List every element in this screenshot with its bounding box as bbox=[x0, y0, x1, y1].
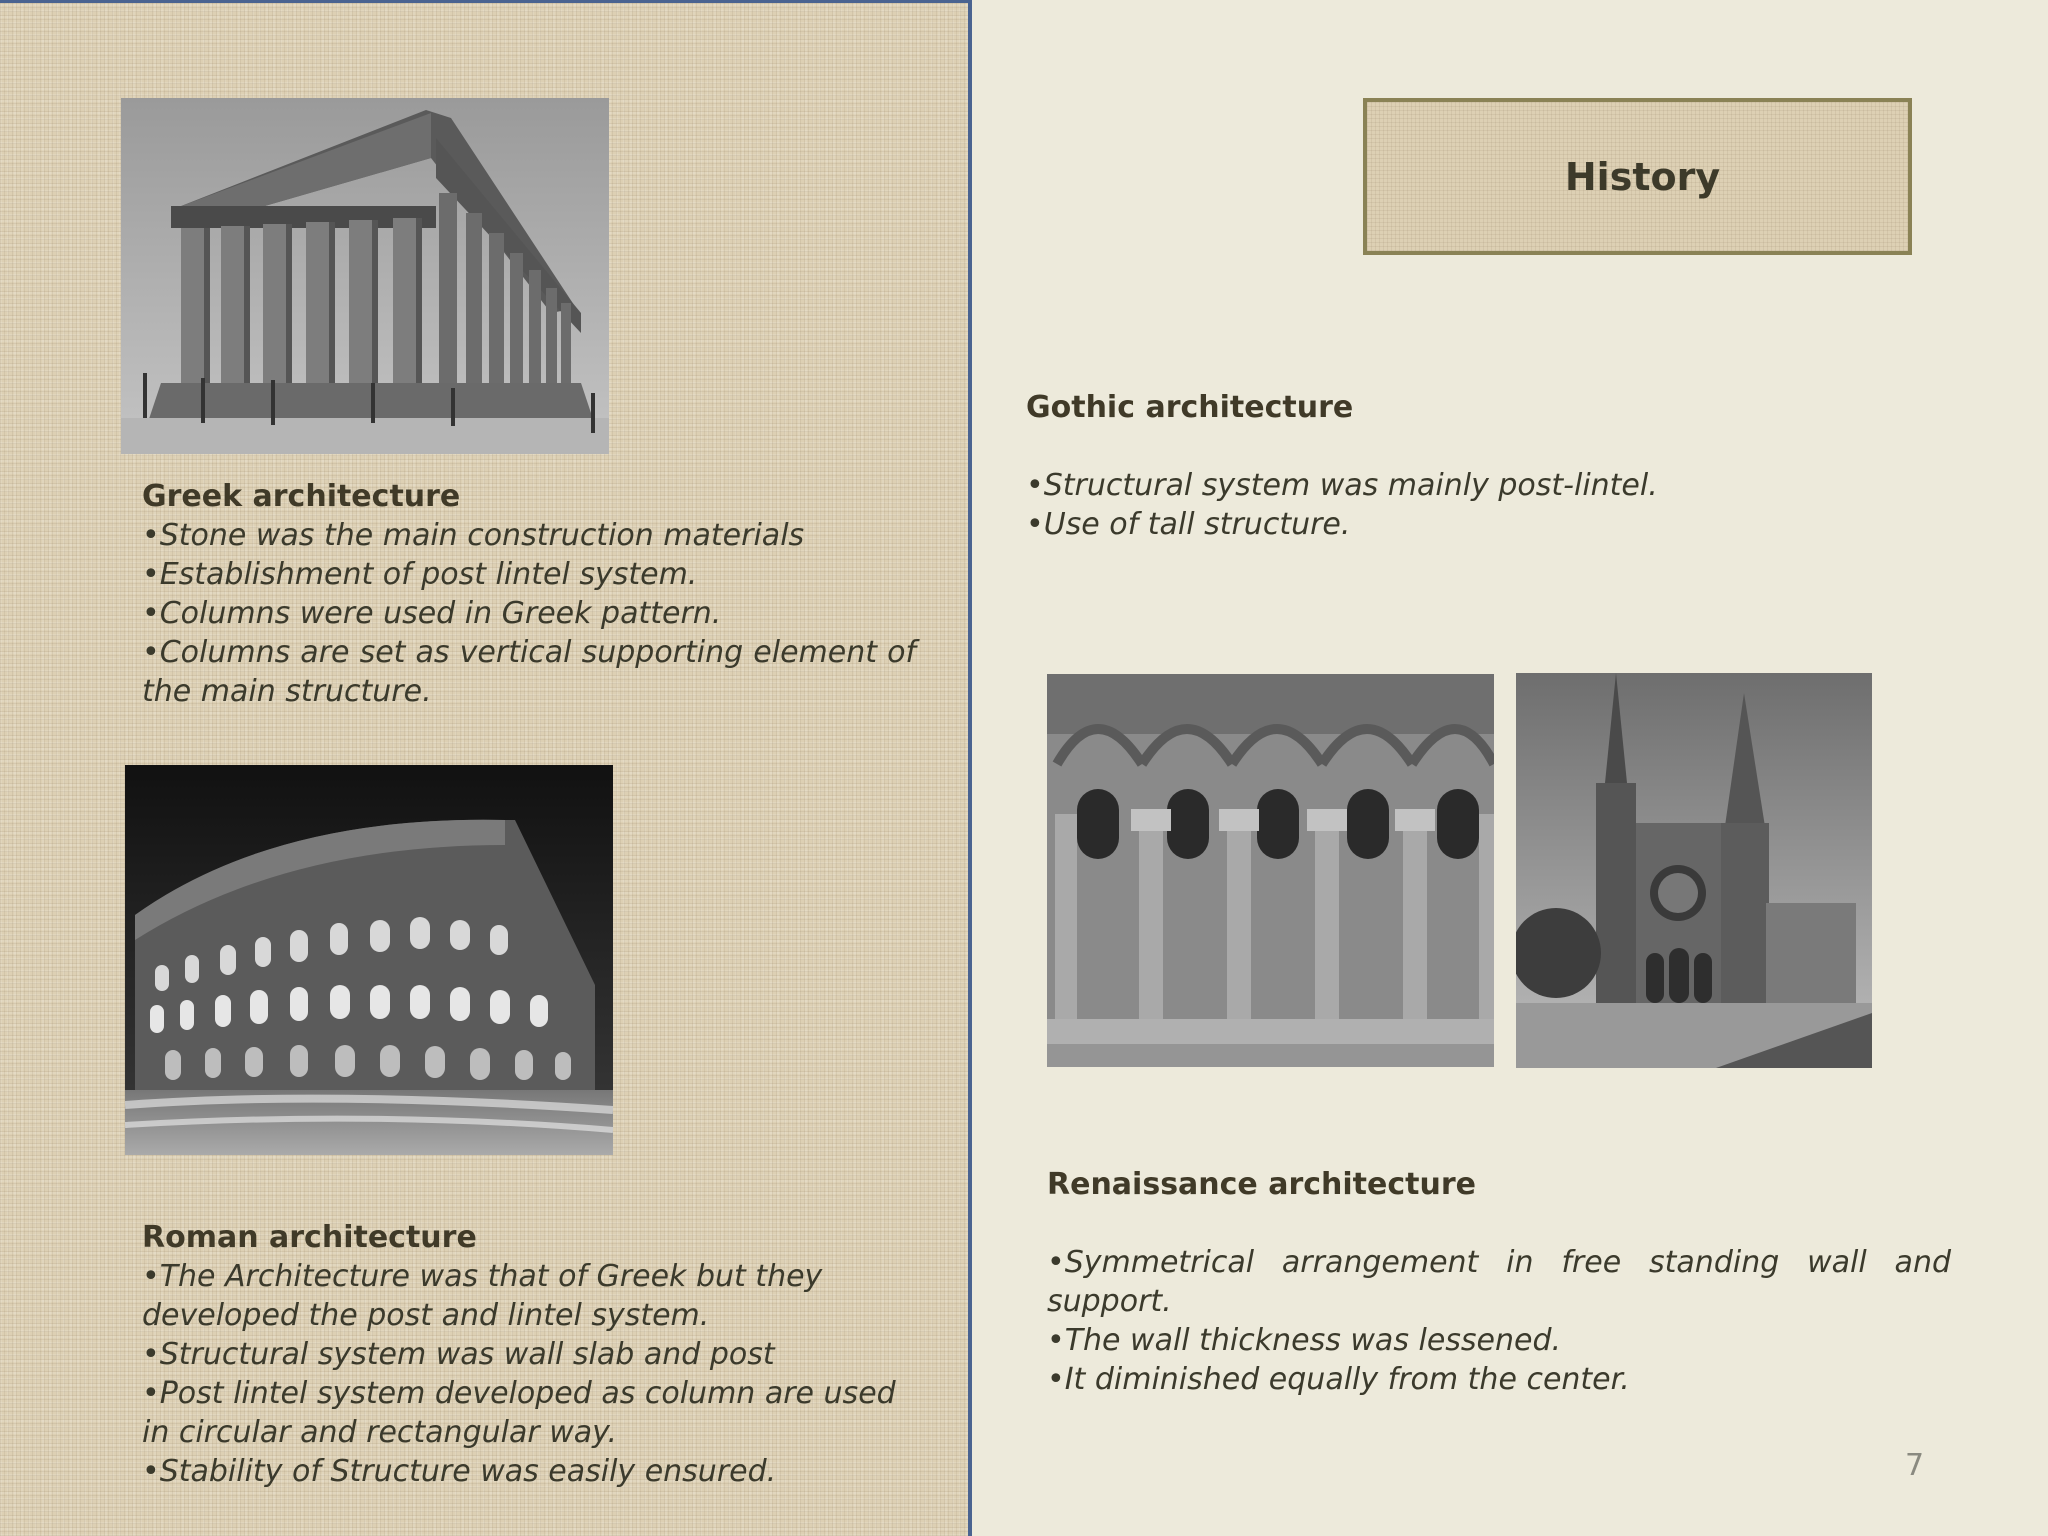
page-number: 7 bbox=[1905, 1448, 1925, 1483]
renaissance-bullet: •It diminished equally from the center. bbox=[1047, 1362, 1630, 1397]
gothic-heading: Gothic architecture bbox=[1026, 390, 1354, 425]
greek-bullet: •Establishment of post lintel system. bbox=[142, 557, 698, 592]
roman-bullet: •Stability of Structure was easily ensured. bbox=[142, 1454, 777, 1489]
roman-colosseum-photo bbox=[125, 765, 613, 1155]
roman-bullet: •Post lintel system developed as column are used in circular and rectangular way. bbox=[142, 1376, 896, 1450]
gothic-cathedral-photo bbox=[1516, 673, 1872, 1068]
spacer bbox=[1026, 427, 1926, 466]
greek-architecture-section bbox=[142, 477, 916, 711]
renaissance-bullet: •The wall thickness was lessened. bbox=[1047, 1323, 1562, 1358]
gothic-architecture-section bbox=[1026, 388, 1926, 544]
greek-bullet: •Stone was the main construction materials bbox=[142, 518, 805, 553]
gothic-arcade-photo bbox=[1047, 674, 1494, 1067]
greek-temple-photo bbox=[121, 98, 609, 454]
spacer bbox=[1047, 1204, 1951, 1243]
greek-bullet: •Columns are set as vertical supporting element of the main structure. bbox=[142, 635, 916, 709]
greek-heading: Greek architecture bbox=[142, 479, 461, 514]
renaissance-bullet: •Symmetrical arrangement in free standing wall and support. bbox=[1047, 1245, 1951, 1319]
roman-architecture-section bbox=[142, 1218, 916, 1491]
renaissance-heading: Renaissance architecture bbox=[1047, 1167, 1476, 1202]
roman-heading: Roman architecture bbox=[142, 1220, 477, 1255]
gothic-bullet: •Structural system was mainly post-lintel. bbox=[1026, 468, 1658, 503]
renaissance-architecture-section bbox=[1047, 1165, 1951, 1399]
panel-edge bbox=[0, 0, 972, 3]
title-box bbox=[1363, 98, 1912, 255]
page-title: History bbox=[1564, 154, 1721, 199]
roman-bullet: •Structural system was wall slab and post bbox=[142, 1337, 775, 1372]
gothic-bullet: •Use of tall structure. bbox=[1026, 507, 1351, 542]
roman-bullet: •The Architecture was that of Greek but they developed the post and lintel system. bbox=[142, 1259, 823, 1333]
greek-bullet: •Columns were used in Greek pattern. bbox=[142, 596, 722, 631]
